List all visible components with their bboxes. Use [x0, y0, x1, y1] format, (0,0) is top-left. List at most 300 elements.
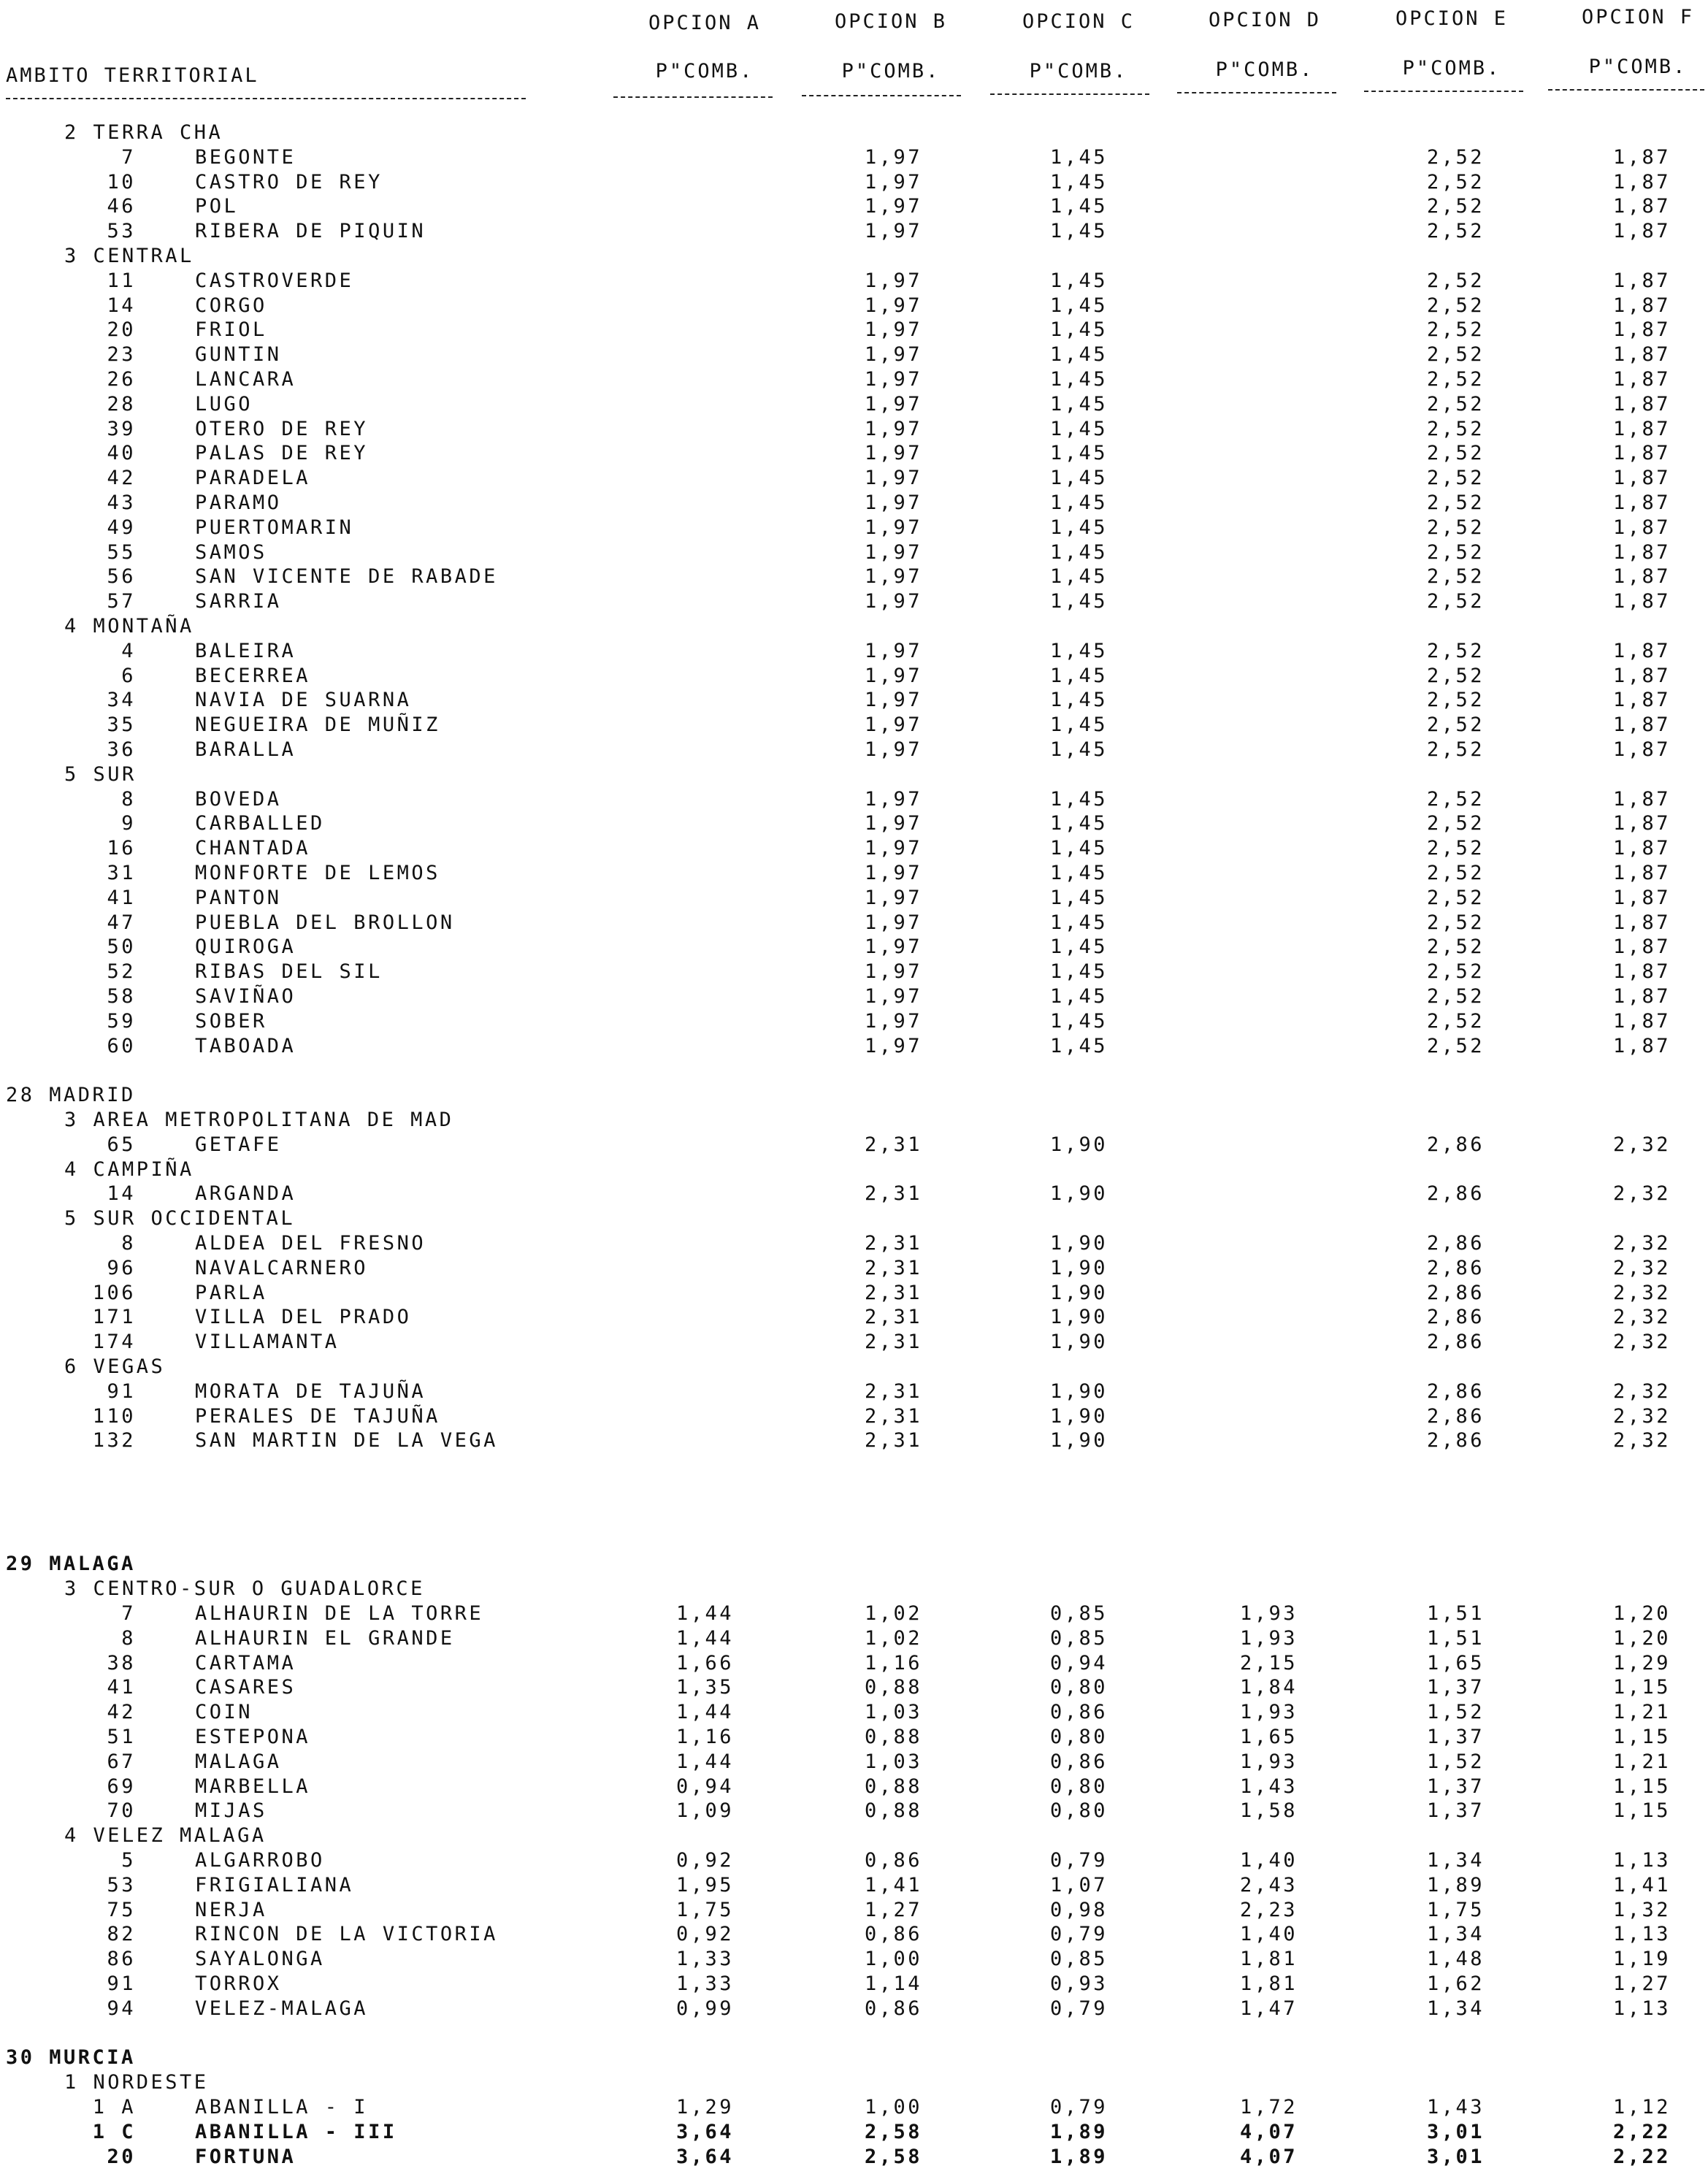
value-option-f: 1,87 — [1612, 442, 1671, 465]
value-option-e: 2,86 — [1426, 1133, 1485, 1156]
municipality-name: RIBAS DEL SIL — [195, 960, 383, 984]
value-option-b: 1,03 — [864, 1701, 922, 1724]
value-option-b: 1,02 — [864, 1602, 922, 1625]
municipality-code: 40 — [107, 442, 136, 465]
municipality-name: SAVIÑAO — [195, 985, 296, 1008]
table-row — [0, 220, 1708, 245]
header-rule-a — [613, 96, 773, 98]
municipality-code: 8 — [121, 787, 136, 811]
value-option-a: 1,44 — [675, 1602, 734, 1625]
municipality-name: CARBALLED — [195, 812, 325, 835]
table-row — [0, 960, 1708, 985]
value-option-e: 2,52 — [1426, 491, 1485, 514]
municipality-name: FRIGIALIANA — [195, 1873, 354, 1896]
value-option-c: 0,98 — [1049, 1898, 1108, 1921]
value-option-c: 1,45 — [1049, 343, 1108, 367]
value-option-b: 2,31 — [864, 1232, 922, 1255]
table-row — [0, 935, 1708, 960]
value-option-f: 2,32 — [1612, 1379, 1671, 1403]
value-option-e: 2,52 — [1426, 294, 1485, 317]
table-row — [0, 1133, 1708, 1158]
value-option-e: 1,51 — [1426, 1626, 1485, 1650]
value-option-b: 1,16 — [864, 1651, 922, 1674]
municipality-name: OTERO DE REY — [195, 417, 369, 440]
value-option-b: 1,97 — [864, 985, 922, 1008]
municipality-name: NERJA — [195, 1898, 267, 1921]
value-option-e: 1,34 — [1426, 1849, 1485, 1872]
value-option-e: 2,86 — [1426, 1404, 1485, 1428]
municipality-name: BARALLA — [195, 738, 296, 761]
municipality-code: 49 — [107, 516, 136, 539]
value-option-a: 1,09 — [675, 1799, 734, 1823]
value-option-c: 0,93 — [1049, 1972, 1108, 1995]
column-header-option-f: OPCION F — [1581, 6, 1695, 28]
value-option-e: 1,62 — [1426, 1972, 1485, 1995]
table-row — [0, 418, 1708, 443]
value-option-b: 1,97 — [864, 516, 922, 539]
value-option-e: 2,52 — [1426, 985, 1485, 1008]
comarca-row — [0, 121, 1708, 146]
municipality-name: ABANILLA - I — [195, 2096, 369, 2118]
municipality-code: 35 — [107, 713, 136, 737]
municipality-name: RIBERA DE PIQUIN — [195, 220, 426, 243]
comarca-label: 3 AREA METROPOLITANA DE MAD — [64, 1109, 454, 1131]
value-option-d: 1,93 — [1239, 1750, 1298, 1773]
municipality-code: 8 — [121, 1626, 136, 1650]
value-option-e: 1,52 — [1426, 1701, 1485, 1724]
value-option-e: 1,37 — [1426, 1676, 1485, 1699]
value-option-b: 2,58 — [864, 2145, 922, 2168]
value-option-b: 1,97 — [864, 318, 922, 342]
value-option-c: 1,89 — [1049, 2145, 1108, 2168]
municipality-code: 11 — [107, 269, 136, 292]
value-option-c: 0,80 — [1049, 1775, 1108, 1798]
value-option-e: 1,65 — [1426, 1651, 1485, 1674]
value-option-a: 1,16 — [675, 1726, 734, 1748]
municipality-name: RINCON DE LA VICTORIA — [195, 1923, 498, 1946]
table-row — [0, 1799, 1708, 1824]
municipality-name: PERALES DE TAJUÑA — [195, 1404, 440, 1428]
municipality-code: 75 — [107, 1898, 136, 1921]
value-option-b: 2,31 — [864, 1182, 922, 1206]
value-option-f: 1,87 — [1612, 318, 1671, 342]
value-option-f: 1,87 — [1612, 935, 1671, 959]
value-option-b: 1,97 — [864, 738, 922, 761]
value-option-e: 2,86 — [1426, 1429, 1485, 1452]
municipality-code: 10 — [107, 170, 136, 194]
table-row — [0, 146, 1708, 171]
municipality-code: 51 — [107, 1726, 136, 1748]
table-row — [0, 1652, 1708, 1677]
value-option-e: 1,48 — [1426, 1948, 1485, 1971]
value-option-e: 3,01 — [1426, 2120, 1485, 2143]
value-option-b: 1,02 — [864, 1626, 922, 1650]
value-option-c: 1,45 — [1049, 467, 1108, 490]
header-rule-c — [990, 93, 1149, 95]
value-option-f: 1,87 — [1612, 689, 1671, 712]
comarca-label: 3 CENTRAL — [64, 245, 194, 267]
municipality-code: 34 — [107, 689, 136, 712]
municipality-name: COIN — [195, 1701, 253, 1724]
value-option-c: 1,07 — [1049, 1873, 1108, 1896]
value-option-c: 0,79 — [1049, 1923, 1108, 1946]
value-option-c: 1,45 — [1049, 294, 1108, 317]
table-row — [0, 541, 1708, 566]
value-option-f: 1,15 — [1612, 1726, 1671, 1748]
municipality-name: ALGARROBO — [195, 1849, 325, 1872]
municipality-code: 67 — [107, 1750, 136, 1773]
header-rule-territory — [6, 98, 526, 99]
value-option-c: 1,45 — [1049, 392, 1108, 416]
value-option-b: 1,14 — [864, 1972, 922, 1995]
value-option-f: 2,32 — [1612, 1232, 1671, 1255]
municipality-name: SAN VICENTE DE RABADE — [195, 565, 498, 589]
value-option-f: 1,20 — [1612, 1626, 1671, 1650]
table-row — [0, 640, 1708, 665]
value-option-d: 4,07 — [1239, 2120, 1298, 2143]
value-option-c: 1,45 — [1049, 491, 1108, 514]
comarca-label: 2 TERRA CHA — [64, 121, 223, 144]
value-option-e: 2,52 — [1426, 960, 1485, 984]
value-option-e: 2,86 — [1426, 1256, 1485, 1279]
table-row — [0, 2146, 1708, 2170]
column-header-option-a: OPCION A — [648, 12, 762, 34]
comarca-label: 6 VEGAS — [64, 1355, 166, 1378]
table-row — [0, 665, 1708, 689]
province-label: 30 MURCIA — [6, 2046, 136, 2070]
municipality-code: 70 — [107, 1799, 136, 1823]
municipality-code: 110 — [92, 1404, 136, 1428]
value-option-f: 1,41 — [1612, 1873, 1671, 1896]
column-header-option-b: OPCION B — [834, 10, 948, 33]
value-option-d: 1,43 — [1239, 1775, 1298, 1798]
municipality-name: QUIROGA — [195, 935, 296, 959]
value-option-e: 2,52 — [1426, 417, 1485, 440]
value-option-d: 2,15 — [1239, 1651, 1298, 1674]
value-option-c: 1,45 — [1049, 862, 1108, 884]
value-option-d: 1,40 — [1239, 1849, 1298, 1872]
municipality-code: 43 — [107, 491, 136, 514]
value-option-e: 2,52 — [1426, 689, 1485, 712]
value-option-b: 1,41 — [864, 1873, 922, 1896]
header-rule-d — [1177, 92, 1336, 93]
value-option-c: 1,45 — [1049, 911, 1108, 934]
value-option-c: 1,90 — [1049, 1281, 1108, 1304]
value-option-e: 2,86 — [1426, 1306, 1485, 1329]
municipality-code: 20 — [107, 2145, 136, 2168]
value-option-b: 1,97 — [864, 294, 922, 317]
value-option-f: 1,87 — [1612, 1009, 1671, 1033]
table-row — [0, 467, 1708, 491]
value-option-f: 1,87 — [1612, 1034, 1671, 1057]
table-row — [0, 491, 1708, 516]
value-option-a: 1,44 — [675, 1701, 734, 1724]
municipality-code: 59 — [107, 1009, 136, 1033]
value-option-b: 1,97 — [864, 862, 922, 884]
municipality-code: 53 — [107, 220, 136, 243]
value-option-e: 2,52 — [1426, 862, 1485, 884]
value-option-c: 1,45 — [1049, 417, 1108, 440]
municipality-code: 171 — [92, 1306, 136, 1329]
value-option-b: 0,88 — [864, 1775, 922, 1798]
value-option-e: 3,01 — [1426, 2145, 1485, 2168]
value-option-b: 0,86 — [864, 1849, 922, 1872]
value-option-e: 2,52 — [1426, 713, 1485, 737]
value-option-b: 2,31 — [864, 1404, 922, 1428]
comarca-row — [0, 1824, 1708, 1849]
value-option-b: 2,31 — [864, 1281, 922, 1304]
value-option-f: 1,29 — [1612, 1651, 1671, 1674]
value-option-c: 1,45 — [1049, 540, 1108, 564]
comarca-label: 4 CAMPIÑA — [64, 1157, 194, 1181]
value-option-b: 1,97 — [864, 812, 922, 835]
municipality-code: 55 — [107, 540, 136, 564]
value-option-c: 1,90 — [1049, 1404, 1108, 1428]
value-option-c: 0,85 — [1049, 1602, 1108, 1625]
value-option-a: 1,35 — [675, 1676, 734, 1699]
value-option-a: 1,66 — [675, 1651, 734, 1674]
municipality-code: 174 — [92, 1331, 136, 1354]
value-option-e: 2,52 — [1426, 318, 1485, 342]
value-option-c: 1,45 — [1049, 738, 1108, 761]
value-option-c: 1,45 — [1049, 664, 1108, 687]
value-option-e: 2,52 — [1426, 565, 1485, 589]
municipality-code: 94 — [107, 1997, 136, 2020]
value-option-d: 1,81 — [1239, 1972, 1298, 1995]
value-option-f: 1,87 — [1612, 269, 1671, 292]
value-option-a: 1,44 — [675, 1750, 734, 1773]
header-rule-b — [802, 95, 961, 96]
value-option-b: 1,97 — [864, 269, 922, 292]
value-option-f: 1,13 — [1612, 1849, 1671, 1872]
value-option-e: 1,43 — [1426, 2096, 1485, 2118]
column-header-option-c: OPCION C — [1022, 10, 1136, 33]
value-option-b: 1,97 — [864, 664, 922, 687]
table-row — [0, 1035, 1708, 1060]
value-option-c: 0,80 — [1049, 1676, 1108, 1699]
value-option-f: 1,87 — [1612, 590, 1671, 613]
value-option-b: 0,86 — [864, 1997, 922, 2020]
value-option-a: 0,94 — [675, 1775, 734, 1798]
value-option-b: 2,31 — [864, 1429, 922, 1452]
value-option-f: 1,87 — [1612, 145, 1671, 169]
municipality-name: VILLAMANTA — [195, 1331, 340, 1354]
value-option-f: 1,87 — [1612, 195, 1671, 218]
table-row — [0, 1405, 1708, 1430]
value-option-c: 0,79 — [1049, 1997, 1108, 2020]
value-option-f: 1,87 — [1612, 911, 1671, 934]
value-option-b: 1,97 — [864, 195, 922, 218]
value-option-b: 2,31 — [864, 1331, 922, 1354]
value-option-f: 1,15 — [1612, 1799, 1671, 1823]
subheader-option-a: P"COMB. — [655, 60, 754, 83]
value-option-b: 1,97 — [864, 787, 922, 811]
municipality-code: 91 — [107, 1972, 136, 1995]
value-option-c: 1,90 — [1049, 1429, 1108, 1452]
municipality-code: 60 — [107, 1034, 136, 1057]
municipality-code: 39 — [107, 417, 136, 440]
value-option-f: 2,32 — [1612, 1404, 1671, 1428]
municipality-name: BALEIRA — [195, 639, 296, 662]
municipality-code: 6 — [121, 664, 136, 687]
municipality-name: TABOADA — [195, 1034, 296, 1057]
municipality-name: ALDEA DEL FRESNO — [195, 1232, 426, 1255]
municipality-name: CASTRO DE REY — [195, 170, 383, 194]
value-option-b: 2,31 — [864, 1306, 922, 1329]
value-option-b: 1,97 — [864, 837, 922, 860]
municipality-name: PARAMO — [195, 491, 282, 514]
value-option-e: 1,75 — [1426, 1898, 1485, 1921]
table-row — [0, 689, 1708, 713]
value-option-b: 2,31 — [864, 1133, 922, 1156]
value-option-a: 0,92 — [675, 1849, 734, 1872]
value-option-f: 1,87 — [1612, 713, 1671, 737]
value-option-f: 1,87 — [1612, 540, 1671, 564]
value-option-f: 1,87 — [1612, 812, 1671, 835]
comarca-row — [0, 1355, 1708, 1380]
value-option-e: 1,34 — [1426, 1997, 1485, 2020]
value-option-c: 1,45 — [1049, 195, 1108, 218]
value-option-b: 1,00 — [864, 1948, 922, 1971]
table-row — [0, 788, 1708, 813]
municipality-name: LUGO — [195, 392, 253, 416]
value-option-f: 2,32 — [1612, 1133, 1671, 1156]
value-option-e: 2,52 — [1426, 911, 1485, 934]
value-option-c: 1,90 — [1049, 1331, 1108, 1354]
municipality-name: VELEZ-MALAGA — [195, 1997, 369, 2020]
table-row — [0, 516, 1708, 541]
table-row — [0, 1331, 1708, 1355]
value-option-d: 1,93 — [1239, 1626, 1298, 1650]
value-option-f: 2,32 — [1612, 1281, 1671, 1304]
value-option-f: 1,87 — [1612, 862, 1671, 884]
value-option-e: 2,86 — [1426, 1182, 1485, 1206]
comarca-row — [0, 1109, 1708, 1133]
value-option-f: 1,21 — [1612, 1750, 1671, 1773]
header-rule-e — [1364, 91, 1523, 92]
value-option-e: 2,52 — [1426, 467, 1485, 490]
value-option-b: 1,00 — [864, 2096, 922, 2118]
value-option-d: 1,65 — [1239, 1726, 1298, 1748]
value-option-f: 1,87 — [1612, 491, 1671, 514]
municipality-code: 5 — [121, 1849, 136, 1872]
value-option-e: 1,34 — [1426, 1923, 1485, 1946]
value-option-f: 1,87 — [1612, 343, 1671, 367]
comarca-label: 1 NORDESTE — [64, 2071, 209, 2094]
value-option-d: 1,72 — [1239, 2096, 1298, 2118]
value-option-c: 1,45 — [1049, 689, 1108, 712]
value-option-c: 1,45 — [1049, 318, 1108, 342]
value-option-e: 2,52 — [1426, 392, 1485, 416]
municipality-code: 23 — [107, 343, 136, 367]
value-option-e: 2,52 — [1426, 639, 1485, 662]
value-option-b: 1,97 — [864, 565, 922, 589]
table-row — [0, 1602, 1708, 1627]
table-row — [0, 1282, 1708, 1306]
municipality-code: 38 — [107, 1651, 136, 1674]
value-option-d: 1,84 — [1239, 1676, 1298, 1699]
value-option-b: 1,97 — [864, 689, 922, 712]
table-row — [0, 1676, 1708, 1701]
value-option-e: 2,52 — [1426, 738, 1485, 761]
municipality-code: 52 — [107, 960, 136, 984]
comarca-label: 5 SUR — [64, 762, 137, 786]
table-row — [0, 269, 1708, 294]
value-option-c: 1,90 — [1049, 1306, 1108, 1329]
value-option-e: 1,37 — [1426, 1799, 1485, 1823]
municipality-name: MONFORTE DE LEMOS — [195, 862, 440, 884]
value-option-d: 2,23 — [1239, 1898, 1298, 1921]
column-header-territory: AMBITO TERRITORIAL — [6, 64, 259, 87]
value-option-c: 1,45 — [1049, 269, 1108, 292]
value-option-f: 2,32 — [1612, 1256, 1671, 1279]
table-row — [0, 1726, 1708, 1750]
municipality-code: 8 — [121, 1232, 136, 1255]
municipality-code: 82 — [107, 1923, 136, 1946]
value-option-e: 2,52 — [1426, 812, 1485, 835]
value-option-f: 2,32 — [1612, 1331, 1671, 1354]
municipality-name: GETAFE — [195, 1133, 282, 1156]
value-option-f: 1,87 — [1612, 392, 1671, 416]
table-row — [0, 294, 1708, 319]
value-option-f: 1,32 — [1612, 1898, 1671, 1921]
value-option-d: 2,43 — [1239, 1873, 1298, 1896]
municipality-code: 4 — [121, 639, 136, 662]
value-option-a: 1,95 — [675, 1873, 734, 1896]
comarca-row — [0, 245, 1708, 269]
municipality-name: MORATA DE TAJUÑA — [195, 1379, 426, 1403]
value-option-f: 1,87 — [1612, 417, 1671, 440]
municipality-code: 53 — [107, 1873, 136, 1896]
municipality-name: CORGO — [195, 294, 267, 317]
value-option-c: 1,45 — [1049, 170, 1108, 194]
value-option-b: 2,31 — [864, 1256, 922, 1279]
table-row — [0, 1010, 1708, 1035]
value-option-f: 1,20 — [1612, 1602, 1671, 1625]
table-row — [0, 195, 1708, 220]
value-option-a: 1,44 — [675, 1626, 734, 1650]
value-option-c: 0,85 — [1049, 1948, 1108, 1971]
value-option-c: 1,45 — [1049, 145, 1108, 169]
value-option-c: 1,45 — [1049, 516, 1108, 539]
value-option-b: 2,58 — [864, 2120, 922, 2143]
value-option-e: 2,52 — [1426, 540, 1485, 564]
value-option-a: 3,64 — [675, 2120, 734, 2143]
municipality-name: PARADELA — [195, 467, 311, 490]
value-option-a: 1,75 — [675, 1898, 734, 1921]
municipality-name: PANTON — [195, 886, 282, 909]
value-option-c: 1,45 — [1049, 220, 1108, 243]
municipality-name: ARGANDA — [195, 1182, 296, 1206]
value-option-f: 1,87 — [1612, 220, 1671, 243]
value-option-e: 2,52 — [1426, 269, 1485, 292]
value-option-b: 1,97 — [864, 220, 922, 243]
value-option-f: 1,87 — [1612, 170, 1671, 194]
value-option-b: 1,97 — [864, 960, 922, 984]
table-row — [0, 812, 1708, 837]
table-row — [0, 368, 1708, 393]
value-option-b: 1,97 — [864, 343, 922, 367]
municipality-code: 31 — [107, 862, 136, 884]
value-option-b: 2,31 — [864, 1379, 922, 1403]
value-option-d: 1,81 — [1239, 1948, 1298, 1971]
table-row — [0, 1257, 1708, 1282]
municipality-code: 65 — [107, 1133, 136, 1156]
value-option-f: 2,32 — [1612, 1429, 1671, 1452]
value-option-e: 2,52 — [1426, 170, 1485, 194]
subheader-option-f: P"COMB. — [1588, 56, 1688, 78]
table-row — [0, 1750, 1708, 1775]
